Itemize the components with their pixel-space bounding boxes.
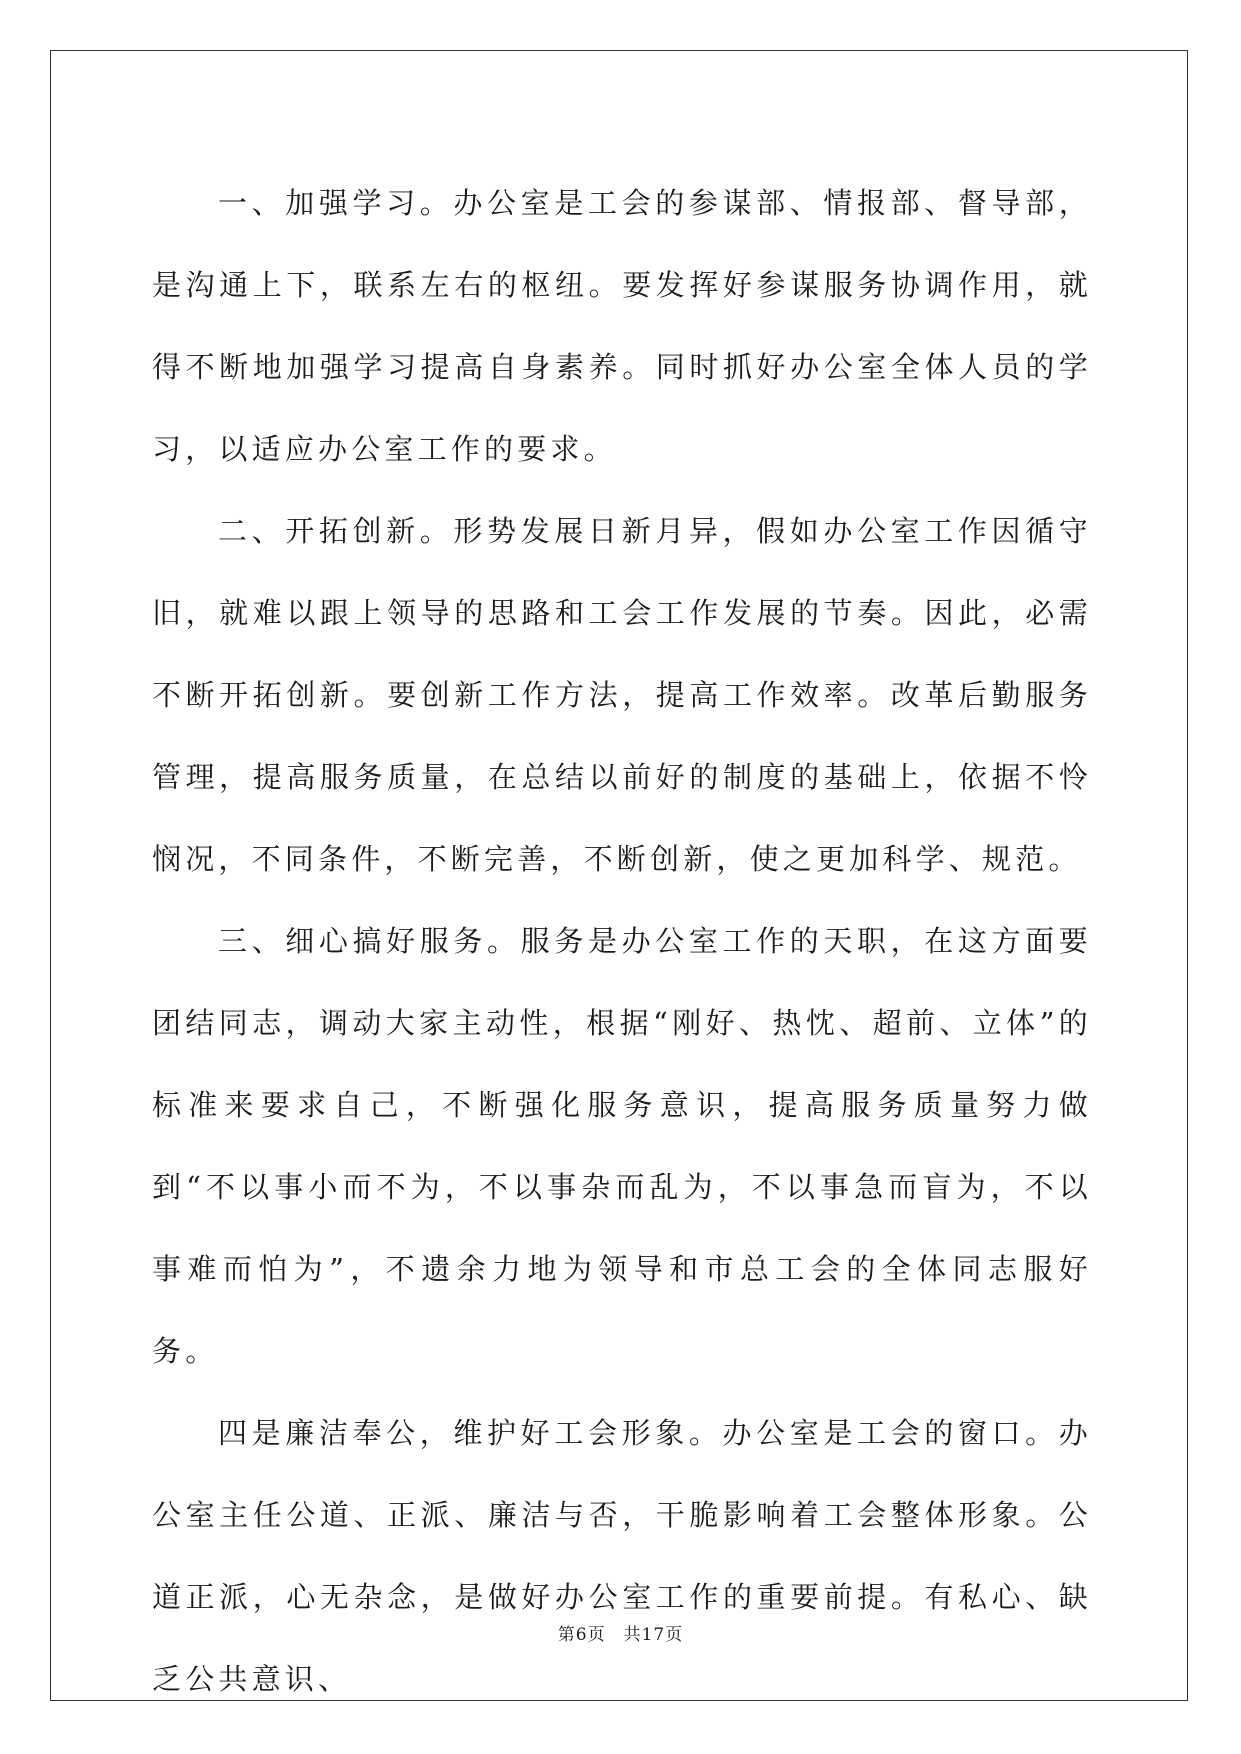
document-body [152,162,1092,1720]
paragraph-integrity: 四是廉洁奉公，维护好工会形象。办公室是工会的窗口。办公室主任公道、正派、廉洁与否，干脆影响着工会整体形象。公道正派，心无杂念，是做好办公室工作的重要前提。有私心、缺乏公共意识、 [152,1416,1092,1696]
paragraph-innovation: 二、开拓创新。形势发展日新月异，假如办公室工作因循守旧，就难以跟上领导的思路和工会工作发展的节奏。因此，必需不断开拓创新。要创新工作方法，提高工作效率。改革后勤服务管理，提高服务质量，在总结以前好的制度的基础上，依据不怜悯况，不同条件，不断完善，不断创新，使之更加科学、规范。 [152,514,1092,876]
paragraph-strengthen-study: 一、加强学习。办公室是工会的参谋部、情报部、督导部，是沟通上下，联系左右的枢纽。要发挥好参谋服务协调作用，就得不断地加强学习提高自身素养。同时抓好办公室全体人员的学习，以适应办公室工作的要求。 [152,186,1092,466]
page-number-footer: 第6页 共17页 [557,1625,684,1645]
paragraph-service: 三、细心搞好服务。服务是办公室工作的天职，在这方面要团结同志，调动大家主动性，根据“刚好、热忱、超前、立体”的标准来要求自己，不断强化服务意识，提高服务质量努力做到“不以事小而不为，不以事杂而乱为，不以事急而盲为，不以事难而怕为”，不遗余力地为领导和市总工会的全体同志服好务。 [152,924,1092,1368]
